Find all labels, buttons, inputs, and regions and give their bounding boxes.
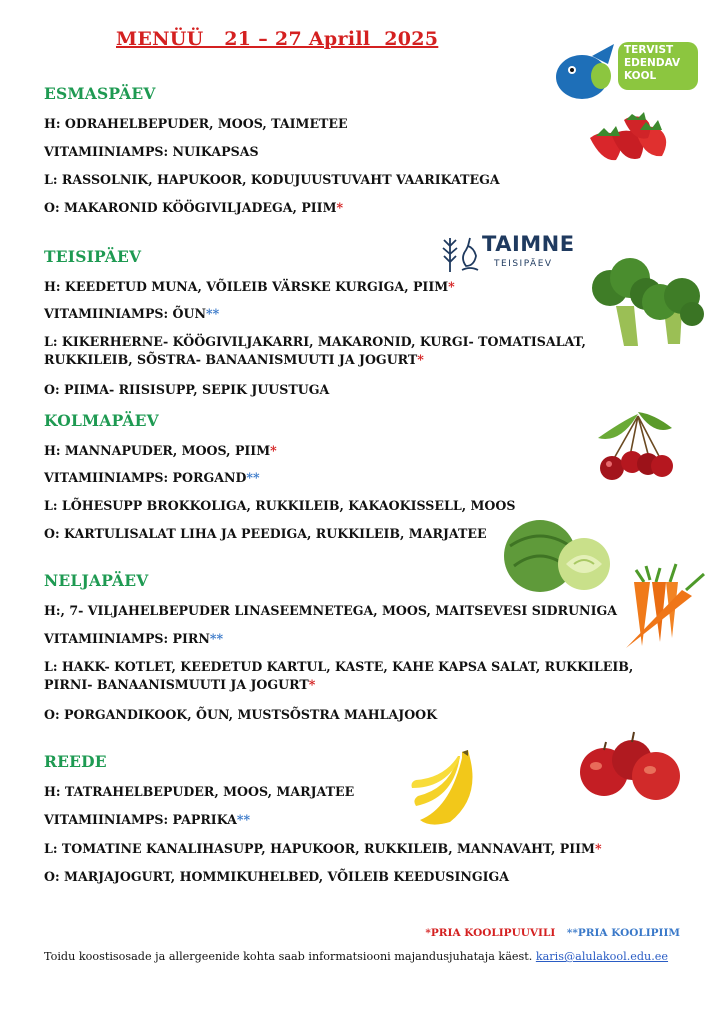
menu-line: L: RASSOLNIK, HAPUKOOR, KODUJUUSTUVAHT VAARIKATEGA bbox=[44, 172, 500, 187]
menu-line: O: PIIMA- RIISISUPP, SEPIK JUUSTUGA bbox=[44, 382, 330, 397]
footer-note bbox=[44, 950, 684, 963]
menu-title: MENÜÜ 21 – 27 Aprill 2025 bbox=[116, 28, 439, 50]
menu-line: VITAMIINIAMPS: ÕUN** bbox=[44, 306, 220, 321]
menu-line: H: ODRAHELBEPUDER, MOOS, TAIMETEE bbox=[44, 116, 348, 131]
menu-line: L: KIKERHERNE- KÖÖGIVILJAKARRI, MAKARONID, KURGI- TOMATISALAT, RUKKILEIB, SÕSTRA- BANAANISMUUTI JA JOGURT* bbox=[44, 334, 586, 367]
menu-line: L: LÕHESUPP BROKKOLIGA, RUKKILEIB, KAKAOKISSELL, MOOS bbox=[44, 498, 516, 513]
menu-line: O: MAKARONID KÖÖGIVILJADEGA, PIIM* bbox=[44, 200, 344, 215]
legend-koolipuuvili: *PRIA KOOLIPUUVILI bbox=[425, 927, 556, 939]
day-heading: REEDE bbox=[44, 752, 107, 771]
email-link[interactable]: karis@alulakool.edu.ee bbox=[535, 950, 669, 963]
badge-line-3: KOOL bbox=[624, 70, 657, 82]
day-heading: ESMASPÄEV bbox=[44, 84, 156, 103]
menu-line: L: HAKK- KOTLET, KEEDETUD KARTUL, KASTE, KAHE KAPSA SALAT, RUKKILEIB, PIRNI- BANAANISMUUTI JA JOGURT* bbox=[44, 659, 634, 692]
menu-line: O: KARTULISALAT LIHA JA PEEDIGA, RUKKILEIB, MARJATEE bbox=[44, 526, 487, 541]
menu-line: VITAMIINIAMPS: PORGAND** bbox=[44, 470, 260, 485]
taimne-teisipaev-logo bbox=[440, 232, 575, 274]
tervist-edendav-kool-logo bbox=[552, 40, 700, 102]
menu-line: VITAMIINIAMPS: PIRN** bbox=[44, 631, 224, 646]
menu-line: L: TOMATINE KANALIHASUPP, HAPUKOOR, RUKKILEIB, MANNAVAHT, PIIM* bbox=[44, 841, 602, 856]
legend bbox=[417, 927, 680, 939]
menu-line: VITAMIINIAMPS: PAPRIKA** bbox=[44, 812, 251, 827]
menu-line: O: MARJAJOGURT, HOMMIKUHELBED, VÕILEIB KEEDUSINGIGA bbox=[44, 869, 510, 884]
day-heading: KOLMAPÄEV bbox=[44, 411, 159, 430]
badge-line-1: TERVIST bbox=[624, 44, 674, 56]
badge-line-2: EDENDAV bbox=[624, 57, 681, 69]
taimne-subtitle: TEISIPÄEV bbox=[494, 259, 553, 269]
menu-line: H:, 7- VILJAHELBEPUDER LINASEEMNETEGA, MOOS, MAITSEVESI SIDRUNIGA bbox=[44, 603, 617, 618]
menu-line: VITAMIINIAMPS: NUIKAPSAS bbox=[44, 144, 259, 159]
taimne-title: TAIMNE bbox=[482, 232, 575, 256]
day-heading: TEISIPÄEV bbox=[44, 247, 142, 266]
menu-line: H: KEEDETUD MUNA, VÕILEIB VÄRSKE KURGIGA, PIIM* bbox=[44, 279, 455, 294]
menu-line: H: MANNAPUDER, MOOS, PIIM* bbox=[44, 443, 277, 458]
menu-line: O: PORGANDIKOOK, ÕUN, MUSTSÕSTRA MAHLAJOOK bbox=[44, 707, 438, 722]
day-heading: NELJAPÄEV bbox=[44, 571, 149, 590]
menu-line: H: TATRAHELBEPUDER, MOOS, MARJATEE bbox=[44, 784, 355, 799]
legend-koolipiim: **PRIA KOOLIPIIM bbox=[566, 927, 680, 939]
footer-text: Toidu koostisosade ja allergeenide kohta saab informatsiooni majandusjuhataja käest. bbox=[44, 950, 536, 963]
